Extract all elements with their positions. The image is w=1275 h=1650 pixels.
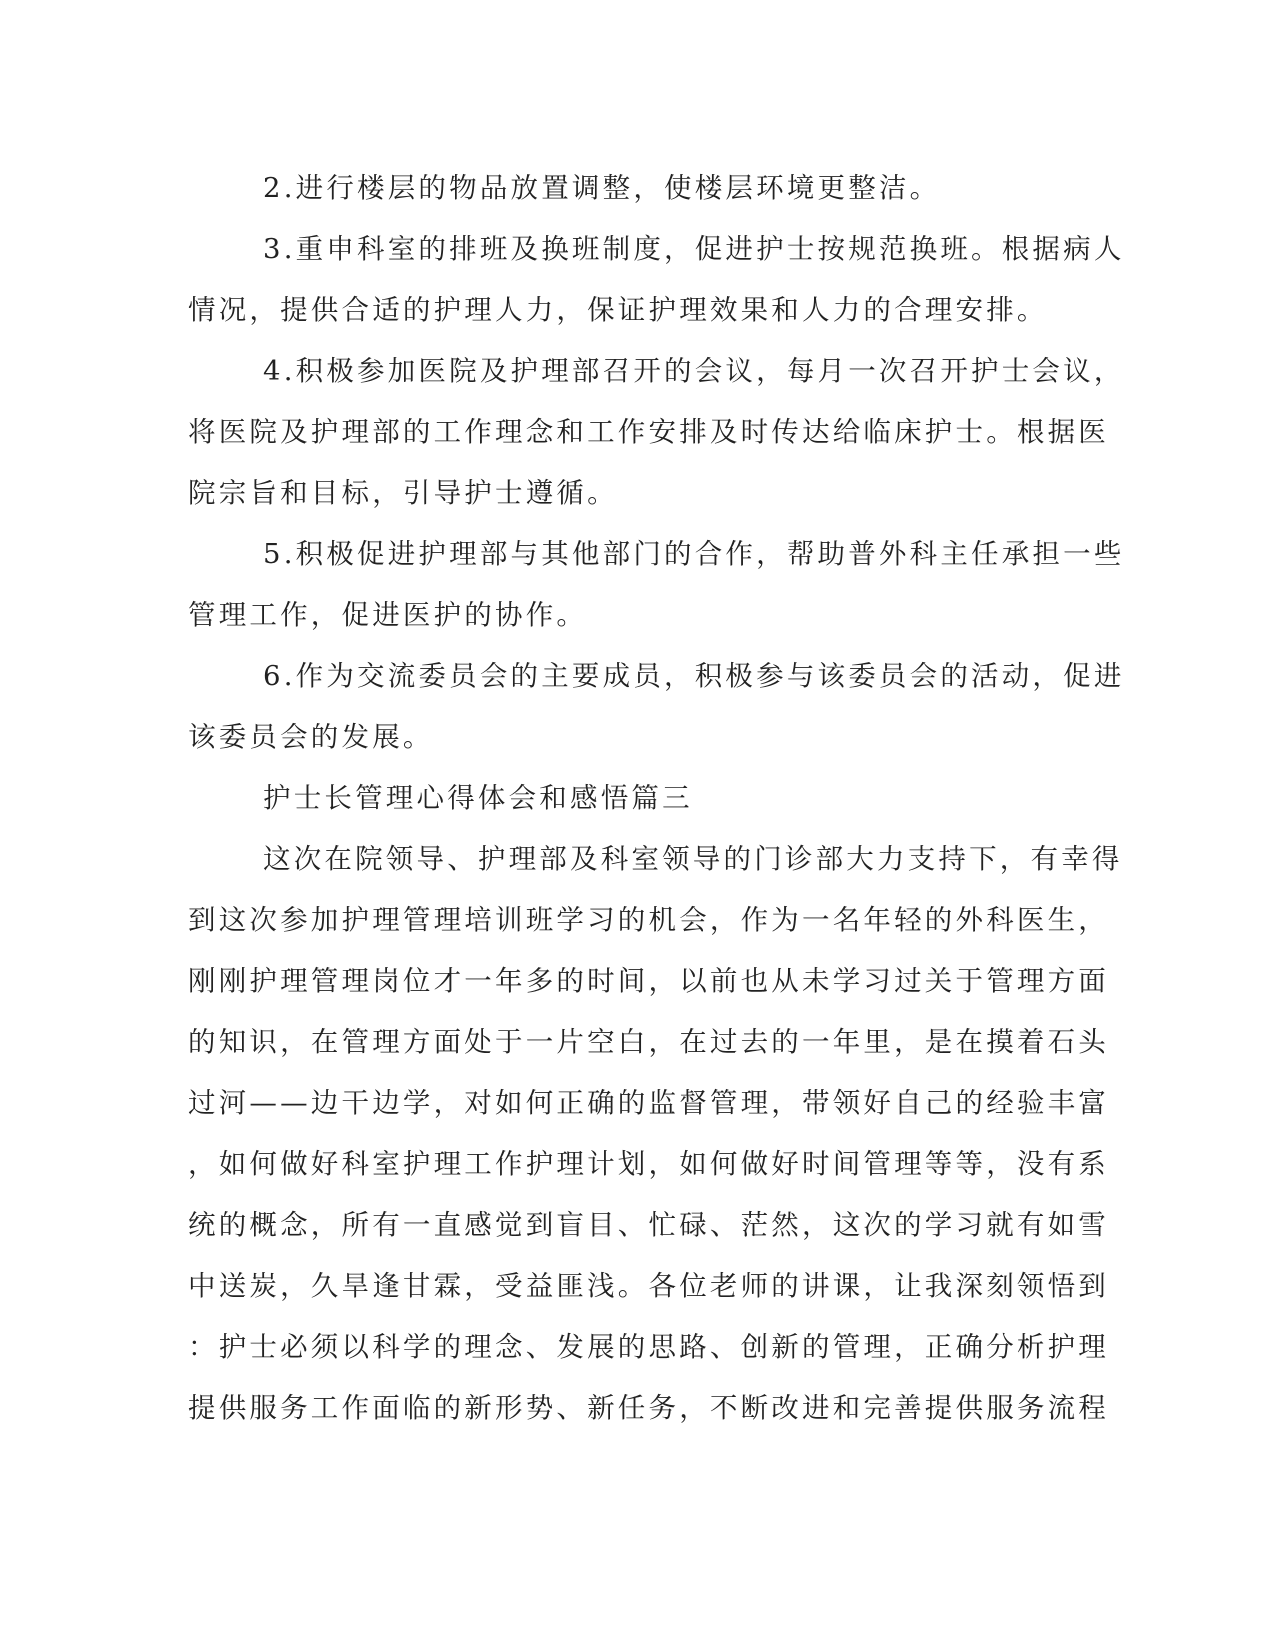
text-line: 3.重申科室的排班及换班制度，促进护士按规范换班。根据病人 (263, 233, 1125, 265)
text-line: 将医院及护理部的工作理念和工作安排及时传达给临床护士。根据医 (188, 416, 1109, 448)
text-line: 4.积极参加医院及护理部召开的会议，每月一次召开护士会议， (263, 355, 1125, 387)
text-line: 提供服务工作面临的新形势、新任务，不断改进和完善提供服务流程 (188, 1392, 1109, 1424)
text-line: 统的概念，所有一直感觉到盲目、忙碌、茫然，这次的学习就有如雪 (188, 1209, 1109, 1241)
text-line: 到这次参加护理管理培训班学习的机会，作为一名年轻的外科医生， (188, 904, 1109, 936)
section-heading: 护士长管理心得体会和感悟篇三 (263, 782, 693, 814)
text-line: 管理工作，促进医护的协作。 (188, 599, 588, 631)
document-body (188, 158, 1125, 1439)
text-line: 中送炭，久旱逢甘霖，受益匪浅。各位老师的讲课，让我深刻领悟到 (188, 1270, 1109, 1302)
text-line: ，如何做好科室护理工作护理计划，如何做好时间管理等等，没有系 (188, 1148, 1109, 1180)
text-line: 这次在院领导、护理部及科室领导的门诊部大力支持下，有幸得 (263, 843, 1123, 875)
text-line: ：护士必须以科学的理念、发展的思路、创新的管理，正确分析护理 (188, 1331, 1109, 1363)
text-line: 过河——边干边学，对如何正确的监督管理，带领好自己的经验丰富 (188, 1087, 1109, 1119)
text-line: 院宗旨和目标，引导护士遵循。 (188, 477, 618, 509)
text-line: 5.积极促进护理部与其他部门的合作，帮助普外科主任承担一些 (263, 538, 1125, 570)
text-line: 刚刚护理管理岗位才一年多的时间，以前也从未学习过关于管理方面 (188, 965, 1109, 997)
text-line: 该委员会的发展。 (188, 721, 434, 753)
text-line: 情况，提供合适的护理人力，保证护理效果和人力的合理安排。 (188, 294, 1048, 326)
text-line: 2.进行楼层的物品放置调整，使楼层环境更整洁。 (263, 172, 941, 204)
text-line: 6.作为交流委员会的主要成员，积极参与该委员会的活动，促进 (263, 660, 1125, 692)
text-line: 的知识，在管理方面处于一片空白，在过去的一年里，是在摸着石头 (188, 1026, 1109, 1058)
